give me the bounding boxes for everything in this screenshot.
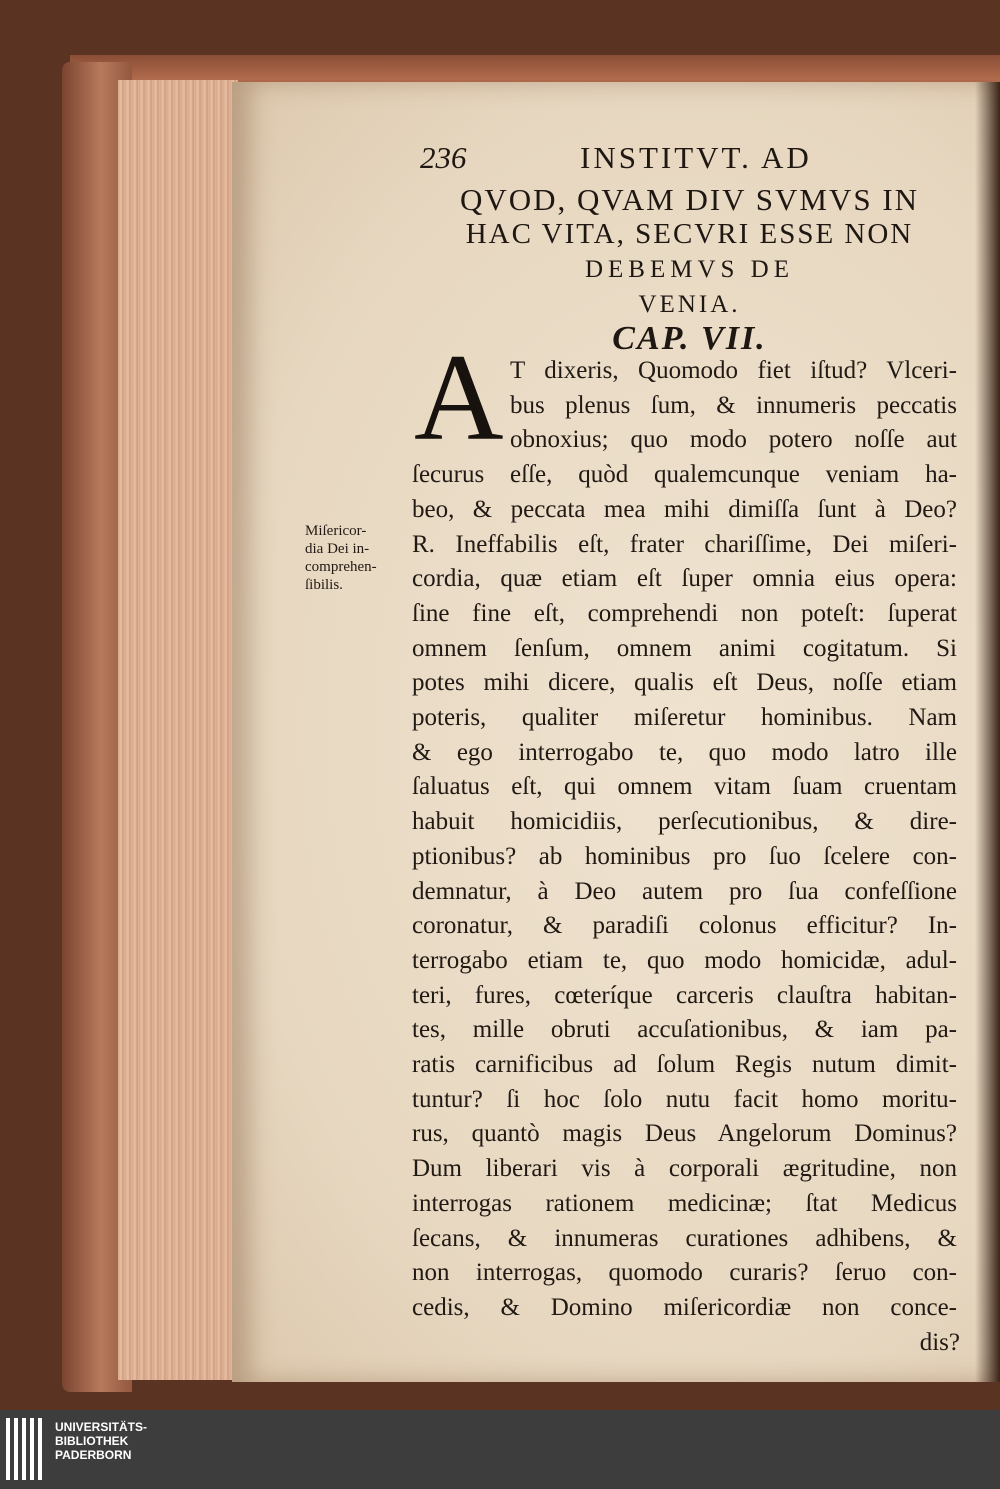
chapter-title-line: QVOD, QVAM DIV SVMVS IN bbox=[459, 182, 920, 217]
body-text-line: dis? bbox=[919, 1328, 960, 1356]
running-title: INSTITVT. AD bbox=[580, 140, 812, 175]
chapter-title-line: HAC VITA, SECVRI ESSE NON bbox=[465, 218, 914, 250]
body-text-line: ſecurus eſſe, quòd qualemcunque veniam ha- bbox=[412, 461, 957, 489]
marginal-note bbox=[305, 522, 409, 594]
body-text-line: interrogas rationem medicinæ; ſtat Medicus bbox=[412, 1189, 957, 1217]
body-text-line: & ego interrogabo te, quo modo latro ille bbox=[412, 738, 957, 766]
body-text-line: coronatur, & paradiſi colonus efficitur? In- bbox=[412, 912, 957, 940]
marginal-note-line: comprehen- bbox=[305, 559, 377, 575]
body-text-line: cordia, quæ etiam eſt ſuper omnia eius opera: bbox=[412, 565, 957, 593]
marginal-note-line: ſibilis. bbox=[305, 577, 343, 593]
body-text-line: Dum liberari vis à corporali ægritudine, non bbox=[412, 1155, 957, 1183]
drop-cap: A bbox=[414, 329, 504, 466]
body-text-line: tes, mille obruti accuſationibus, & iam pa- bbox=[412, 1016, 957, 1044]
body-text-line: ſecans, & innumeras curationes adhibens, & bbox=[412, 1224, 957, 1252]
page-gutter-shadow bbox=[975, 82, 1000, 1382]
chapter-title bbox=[412, 182, 967, 322]
page-edges bbox=[118, 80, 238, 1380]
body-text-line: ratis carnificibus ad ſolum Regis nutum dimit- bbox=[412, 1051, 957, 1078]
body-text-line: demnatur, à Deo autem pro ſua confeſſione bbox=[412, 877, 957, 905]
show-through-text bbox=[300, 180, 390, 740]
chapter-title-line: VENIA. bbox=[638, 291, 741, 318]
marginal-note-line: dia Dei in- bbox=[305, 541, 370, 557]
body-text-line: ptionibus? ab hominibus pro ſuo ſcelere con- bbox=[412, 842, 957, 870]
library-footer bbox=[0, 1410, 1000, 1489]
body-text-line: teri, fures, cœteríque carceris clauſtra habitan- bbox=[412, 981, 957, 1009]
body-text-line: omnem ſenſum, omnem animi cogitatum. Si bbox=[412, 634, 957, 662]
body-text-line: cedis, & Domino miſericordiæ non conce- bbox=[412, 1293, 957, 1321]
body-text-line: T dixeris, Quomodo fiet iſtud? Vlceri- bbox=[510, 357, 957, 384]
library-name-line: UNIVERSITÄTS- bbox=[55, 1420, 148, 1434]
body-text-line: habuit homicidiis, perſecutionibus, & dire- bbox=[412, 808, 957, 836]
running-head bbox=[420, 140, 960, 180]
chapter-title-line: DEBEMVS DE bbox=[584, 256, 795, 283]
body-text-line: R. Ineffabilis eſt, frater chariſſime, Dei miſeri- bbox=[412, 530, 957, 558]
body-text-line: obnoxius; quo modo potero noſſe aut bbox=[510, 426, 957, 454]
marginal-note-line: Miſericor- bbox=[305, 523, 367, 539]
chapter-number: CAP. VII. bbox=[612, 320, 767, 357]
body-text-line: non interrogas, quomodo curaris? ſeruo con- bbox=[412, 1259, 957, 1287]
body-text-line: beo, & peccata mea mihi dimiſſa ſunt à Deo? bbox=[412, 495, 957, 523]
page-number: 236 bbox=[420, 140, 467, 175]
body-text-line: bus plenus ſum, & innumeris peccatis bbox=[510, 391, 957, 419]
body-text-line: ſine fine eſt, comprehendi non poteſt: ſuperat bbox=[412, 599, 957, 627]
body-text-line: ſaluatus eſt, qui omnem vitam ſuam cruentam bbox=[412, 773, 957, 801]
library-name bbox=[55, 1420, 147, 1462]
body-text-line: poteris, qualiter miſeretur hominibus. Nam bbox=[412, 704, 957, 731]
body-text-line: terrogabo etiam te, quo modo homicidæ, adul- bbox=[412, 946, 957, 974]
body-text-line: tuntur? ſi hoc ſolo nutu facit homo moritu- bbox=[412, 1085, 957, 1113]
body-text-line: potes mihi dicere, qualis eſt Deus, noſſe etiam bbox=[412, 669, 957, 697]
library-logo-icon bbox=[6, 1418, 48, 1480]
library-name-line: PADERBORN bbox=[55, 1448, 132, 1462]
body-text-line: rus, quantò magis Deus Angelorum Dominus? bbox=[412, 1120, 957, 1148]
library-name-line: BIBLIOTHEK bbox=[55, 1434, 129, 1448]
